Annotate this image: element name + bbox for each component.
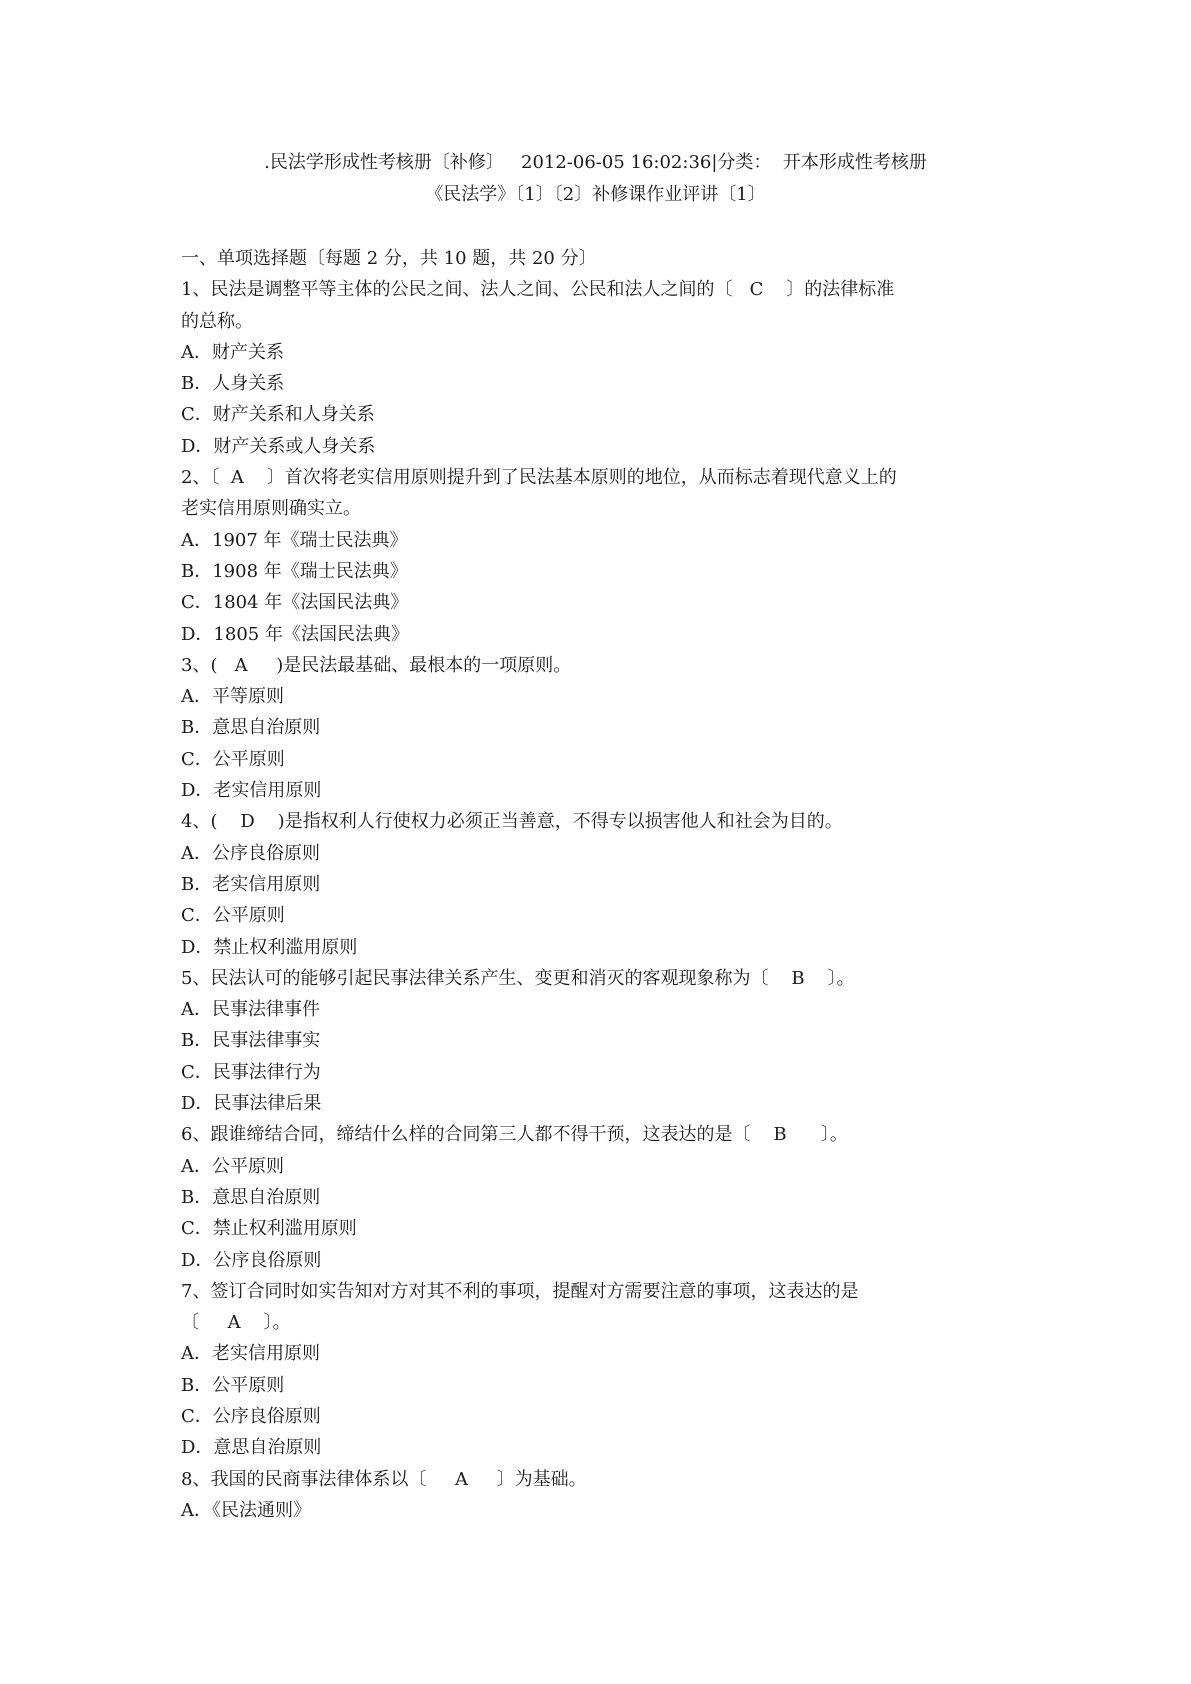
answer-option: C．公平原则 [181, 748, 285, 770]
answer-option: B．公平原则 [181, 1374, 285, 1396]
answer-option: A．平等原则 [181, 686, 284, 708]
question-item [181, 1276, 1021, 1464]
answer-option: B．人身关系 [181, 373, 285, 395]
question-stem: 3、( A )是民法最基础、最根本的一项原则。 [181, 654, 572, 676]
answer-option: A．老实信用原则 [181, 1343, 320, 1365]
answer-option: C．1804 年《法国民法典》 [181, 592, 409, 614]
question-stem: 的总称。 [181, 310, 253, 332]
section-heading: 一、单项选择题〔每题 2 分，共 10 题，共 20 分〕 [181, 248, 597, 269]
answer-option: D．意思自治原则 [181, 1437, 322, 1459]
question-item [181, 650, 1021, 806]
question-item [181, 806, 1021, 962]
question-item [181, 274, 1021, 462]
answer-option: B．民事法律事实 [181, 1030, 321, 1052]
answer-option: B．意思自治原则 [181, 717, 321, 739]
document-title: 《民法学》〔1〕〔2〕补修课作业评讲〔1〕 [425, 184, 766, 205]
document-body [181, 243, 1021, 1526]
question-item [181, 963, 1021, 1119]
answer-option: B．1908 年《瑞士民法典》 [181, 560, 408, 582]
question-item [181, 462, 1021, 650]
answer-option: D．老实信用原则 [181, 780, 322, 802]
answer-option: D．禁止权利滥用原则 [181, 936, 358, 958]
question-stem: 〔 A 〕。 [181, 1312, 291, 1334]
question-stem: 6、跟谁缔结合同，缔结什么样的合同第三人都不得干预，这表达的是〔 B 〕。 [181, 1124, 848, 1146]
question-stem: 5、民法认可的能够引起民事法律关系产生、变更和消灭的客观现象称为〔 B 〕。 [181, 967, 855, 989]
answer-option: A．财产关系 [181, 341, 284, 363]
question-stem: 8、我国的民商事法律体系以〔 A 〕为基础。 [181, 1468, 587, 1490]
question-stem: 老实信用原则确实立。 [181, 498, 361, 520]
answer-option: A．民事法律事件 [181, 999, 320, 1021]
answer-option: B．老实信用原则 [181, 873, 321, 895]
answer-option: C．公序良俗原则 [181, 1405, 321, 1427]
answer-option: B．意思自治原则 [181, 1186, 321, 1208]
answer-option: D．财产关系或人身关系 [181, 435, 376, 457]
answer-option: A．公平原则 [181, 1155, 284, 1177]
question-stem: 2、〔 A 〕首次将老实信用原则提升到了民法基本原则的地位，从而标志着现代意义上的 [181, 467, 897, 489]
answer-option: D．公序良俗原则 [181, 1249, 322, 1271]
answer-option: A．《民法通则》 [181, 1499, 311, 1521]
question-list [181, 274, 1021, 1526]
document-meta-line: .民法学形成性考核册〔补修〕 2012-06-05 16:02:36|分类： 开本形成性考核册 [264, 152, 927, 173]
answer-option: C．公平原则 [181, 905, 285, 927]
answer-option: C．财产关系和人身关系 [181, 404, 375, 426]
answer-option: A．公序良俗原则 [181, 842, 320, 864]
question-stem: 1、民法是调整平等主体的公民之间、法人之间、公民和法人之间的〔 C 〕的法律标准 [181, 279, 895, 301]
answer-option: C．民事法律行为 [181, 1061, 321, 1083]
question-item [181, 1464, 1021, 1527]
question-stem: 7、签订合同时如实告知对方对其不利的事项，提醒对方需要注意的事项，这表达的是 [181, 1280, 859, 1302]
answer-option: A．1907 年《瑞士民法典》 [181, 529, 408, 551]
answer-option: D．1805 年《法国民法典》 [181, 623, 409, 645]
answer-option: C．禁止权利滥用原则 [181, 1218, 357, 1240]
answer-option: D．民事法律后果 [181, 1093, 322, 1115]
question-item [181, 1119, 1021, 1275]
question-stem: 4、( D )是指权利人行使权力必须正当善意，不得专以损害他人和社会为目的。 [181, 811, 843, 833]
